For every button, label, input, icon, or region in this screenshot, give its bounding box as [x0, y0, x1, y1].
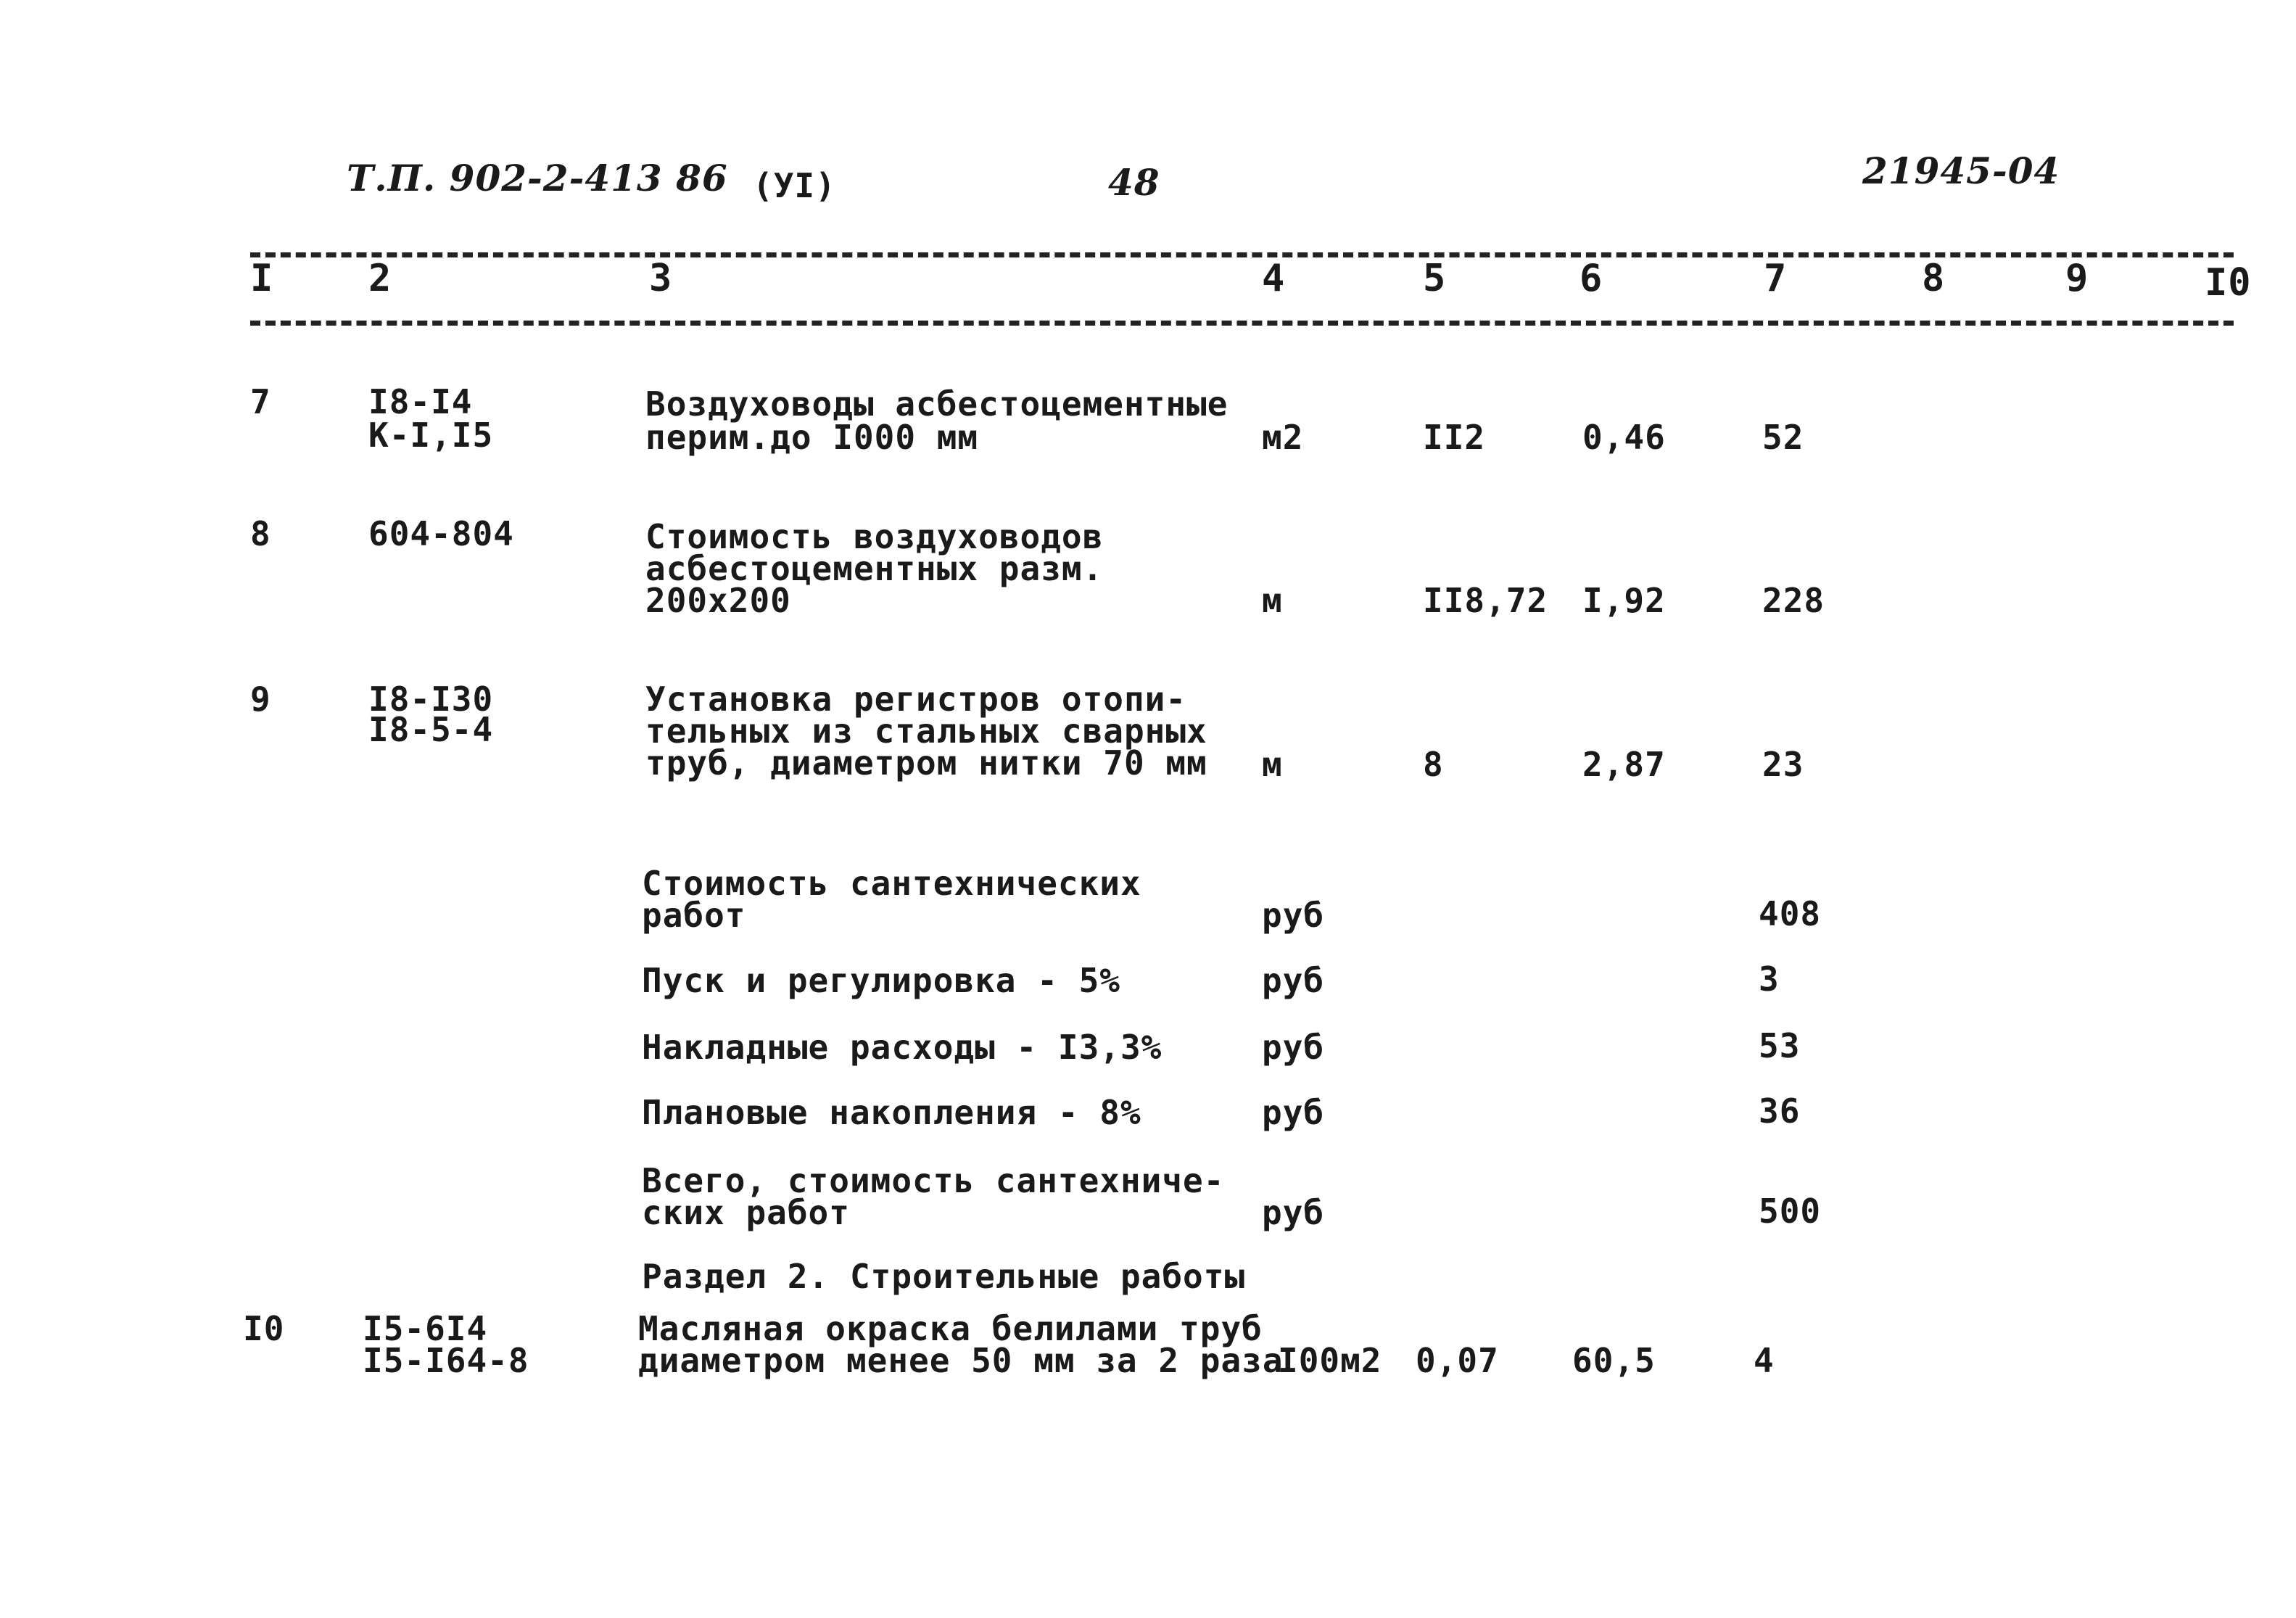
summary-unit: руб [1262, 896, 1325, 935]
row-code: I5-6I4 [363, 1309, 488, 1348]
row-quantity: 8 [1423, 745, 1444, 784]
row-description: Масляная окраска белилами труб [638, 1309, 1263, 1348]
row-description: 200х200 [645, 581, 791, 620]
summary-description: ских работ [642, 1193, 850, 1232]
row-quantity: II8,72 [1423, 581, 1548, 620]
row-unit-price: 0,46 [1582, 418, 1666, 457]
row-code: I8-I4 [368, 382, 473, 421]
summary-total: 500 [1759, 1192, 1822, 1231]
summary-unit: руб [1262, 961, 1325, 1000]
summary-description: Всего, стоимость сантехниче- [642, 1161, 1225, 1200]
summary-unit: руб [1262, 1193, 1325, 1232]
row-total: 228 [1762, 581, 1825, 620]
section-title: Раздел 2. Строительные работы [642, 1257, 1246, 1296]
column-header-5: 5 [1423, 257, 1447, 300]
column-header-6: 6 [1579, 257, 1603, 300]
column-header-3: 3 [649, 257, 673, 300]
row-unit-price: 2,87 [1582, 745, 1666, 784]
row-description: Воздуховоды асбестоцементные [645, 384, 1228, 424]
column-header-8: 8 [1922, 257, 1946, 300]
summary-description: работ [642, 896, 746, 935]
row-total: 23 [1762, 745, 1804, 784]
summary-total: 36 [1759, 1091, 1801, 1131]
row-number: 7 [250, 382, 271, 421]
column-header-10: I0 [2205, 261, 2252, 305]
summary-description: Накладные расходы - I3,3% [642, 1028, 1163, 1067]
column-header-2: 2 [368, 257, 392, 300]
row-description: тельных из стальных сварных [645, 711, 1207, 751]
row-unit-price: 60,5 [1572, 1341, 1656, 1380]
row-code: I8-5-4 [368, 710, 494, 749]
column-header-1: I [250, 257, 274, 300]
summary-description: Стоимость сантехнических [642, 864, 1141, 903]
row-unit: м [1262, 745, 1283, 784]
row-unit-price: I,92 [1582, 581, 1666, 620]
row-quantity: II2 [1423, 418, 1486, 457]
row-unit: I00м2 [1278, 1341, 1382, 1380]
row-description: Стоимость воздуховодов [645, 517, 1104, 556]
row-code: К-I,I5 [368, 416, 494, 455]
column-header-4: 4 [1262, 257, 1286, 300]
row-number: I0 [243, 1309, 285, 1348]
summary-unit: руб [1262, 1028, 1325, 1067]
summary-unit: руб [1262, 1093, 1325, 1132]
column-header-9: 9 [2065, 257, 2089, 300]
row-number: 8 [250, 514, 271, 553]
header-rule-bottom [250, 321, 2234, 326]
summary-total: 408 [1759, 894, 1822, 933]
summary-description: Пуск и регулировка - 5% [642, 961, 1120, 1000]
inventory-number: 21945-04 [1862, 149, 2060, 192]
row-total: 4 [1754, 1341, 1775, 1380]
row-unit: м [1262, 581, 1283, 620]
summary-total: 53 [1759, 1026, 1801, 1065]
summary-total: 3 [1759, 959, 1780, 999]
row-number: 9 [250, 680, 271, 719]
row-description: диаметром менее 50 мм за 2 раза [638, 1341, 1284, 1380]
summary-description: Плановые накопления - 8% [642, 1093, 1141, 1132]
row-description: труб, диаметром нитки 70 мм [645, 743, 1207, 783]
page-number: 48 [1108, 161, 1160, 204]
row-total: 52 [1762, 418, 1804, 457]
row-unit: м2 [1262, 418, 1304, 457]
row-code: I8-I30 [368, 680, 494, 719]
row-code: 604-804 [368, 514, 514, 553]
row-quantity: 0,07 [1416, 1341, 1499, 1380]
row-description: перим.до I000 мм [645, 418, 979, 457]
document-code: Т.П. 902-2-413 86 [347, 157, 728, 199]
row-code: I5-I64-8 [363, 1341, 529, 1380]
column-header-7: 7 [1764, 257, 1788, 300]
row-description: Установка регистров отопи- [645, 680, 1187, 719]
row-description: асбестоцементных разм. [645, 549, 1104, 588]
album-number: (УI) [753, 166, 836, 205]
